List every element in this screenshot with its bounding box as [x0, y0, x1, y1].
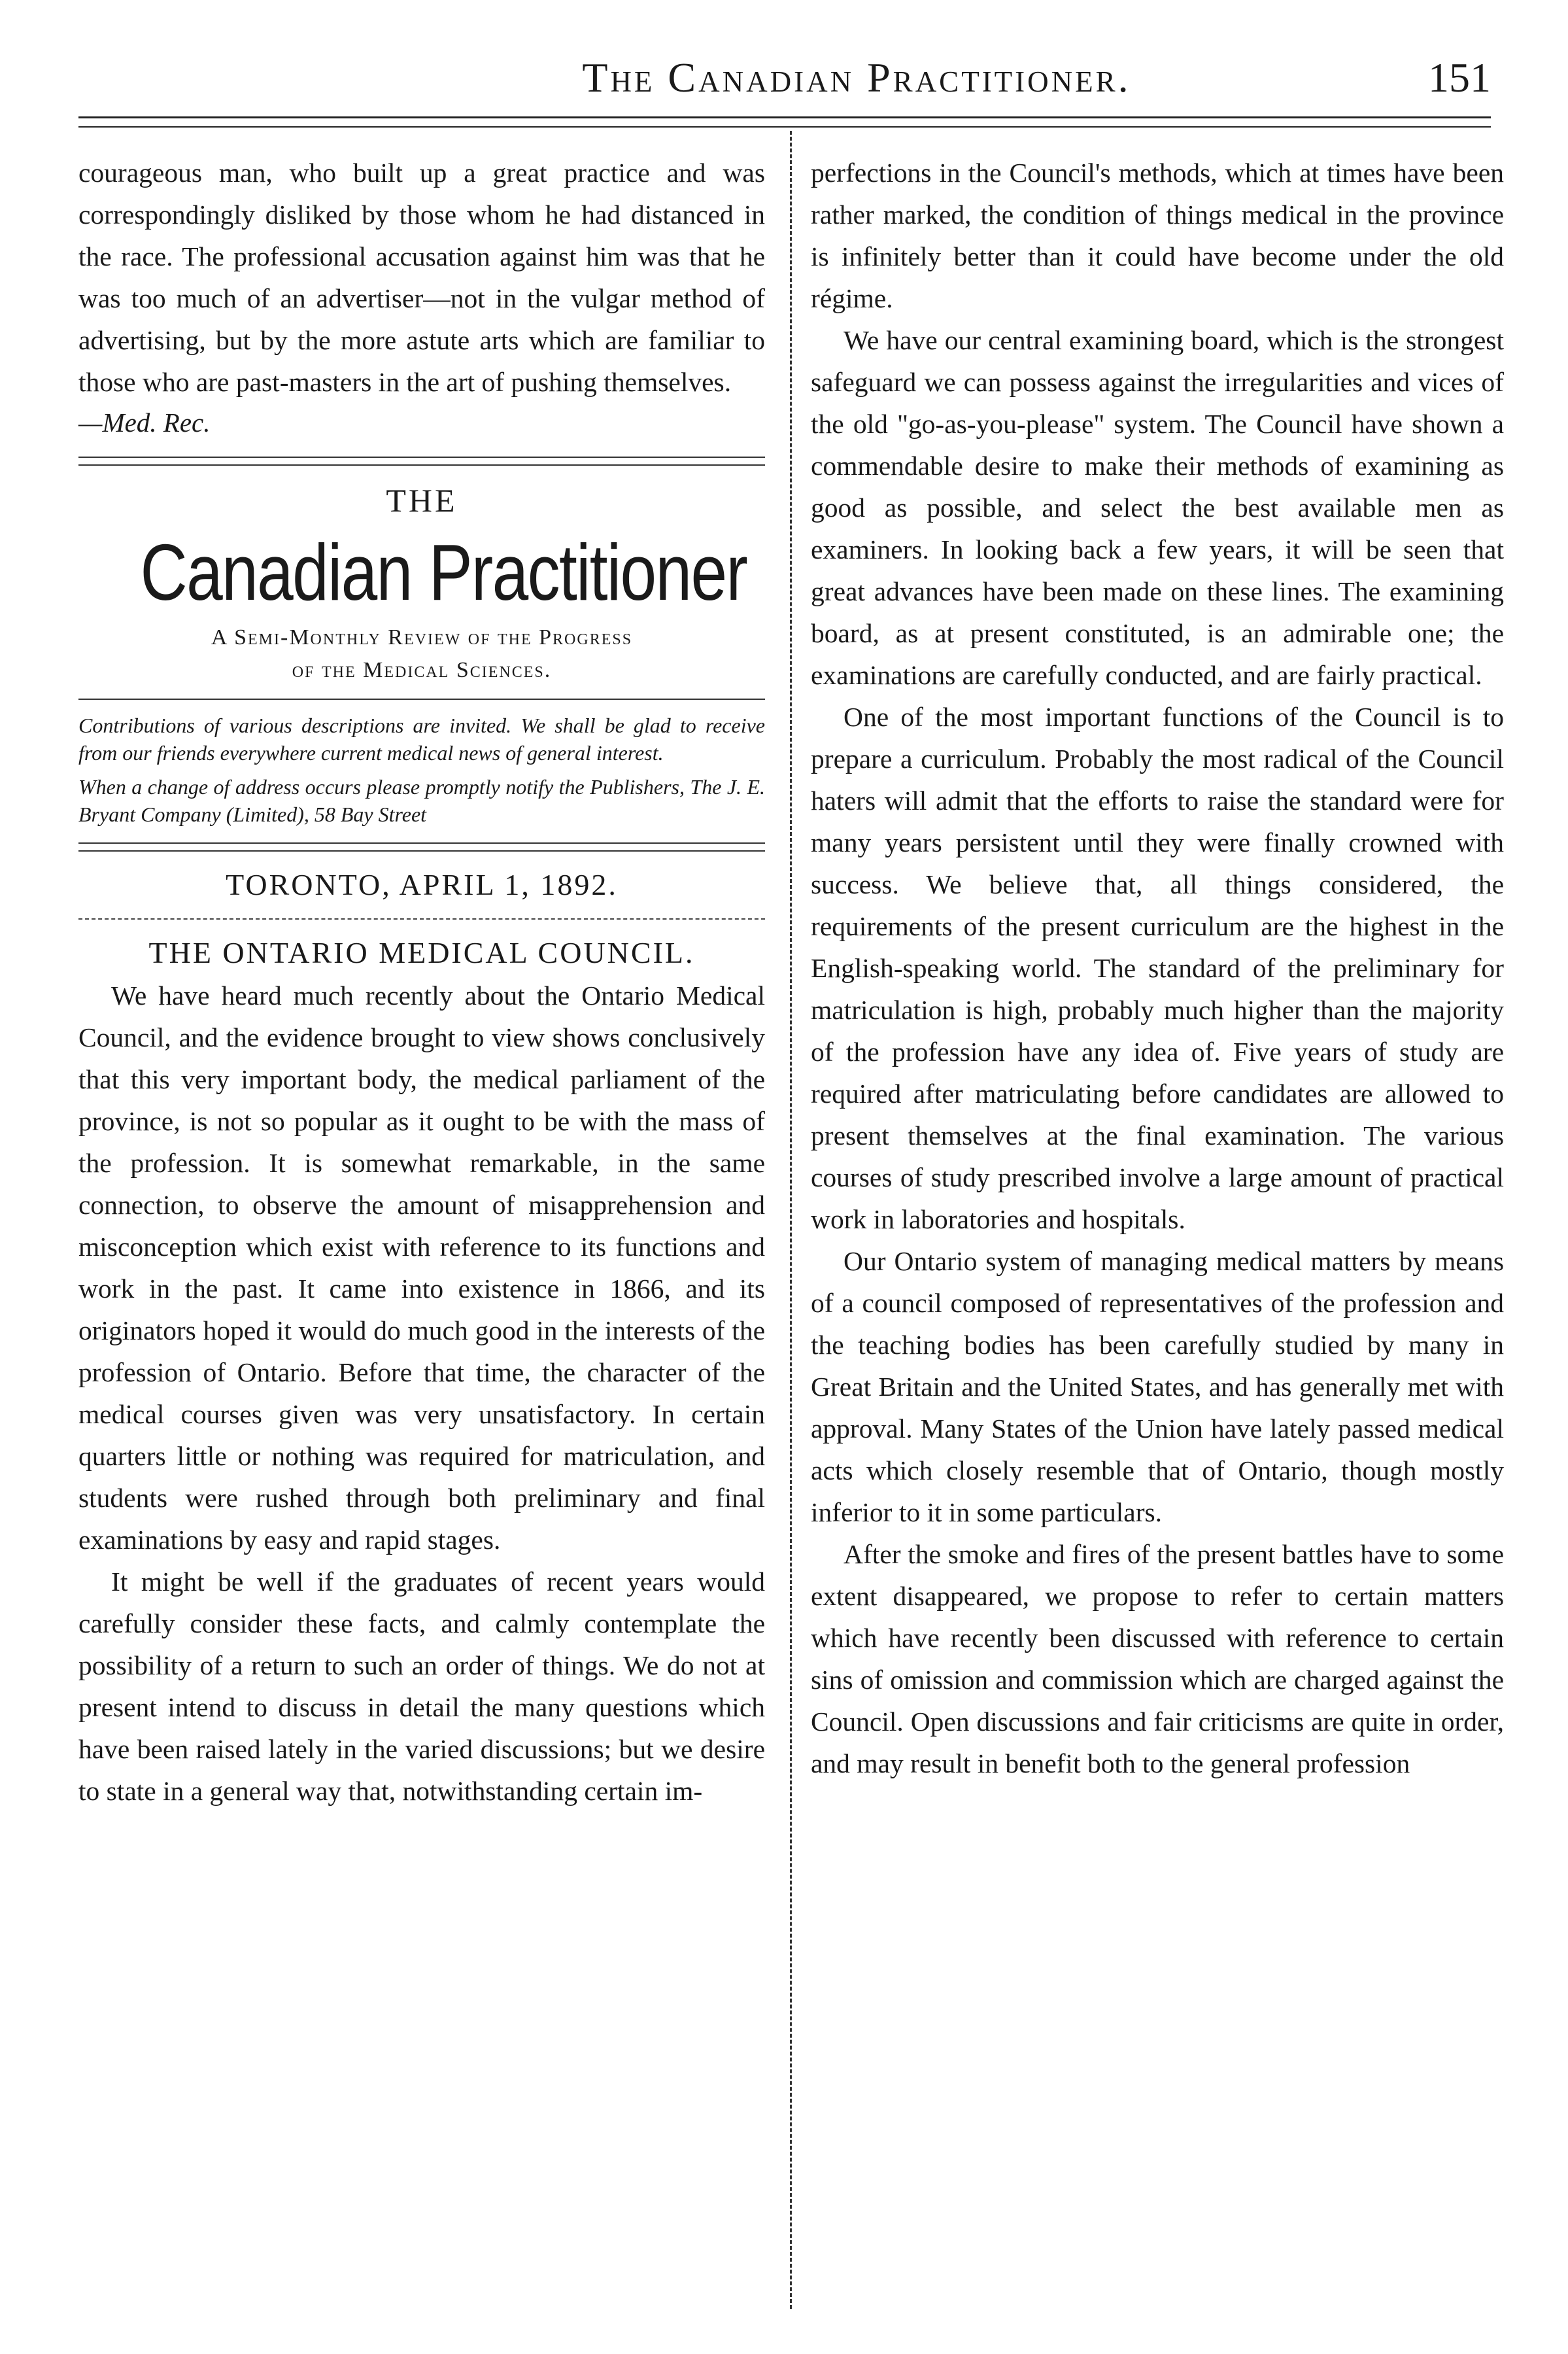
article-title: THE ONTARIO MEDICAL COUNCIL.	[148, 936, 695, 969]
article-paragraph: perfections in the Council's methods, which at times have been rather marked, the condition of things medical in the province is infinitely better than it could have become under the old régime.	[811, 158, 1504, 313]
notice-top-rule	[78, 699, 765, 700]
article-paragraph: We have heard much recently about the Ontario Medical Council, and the evidence brought to view shows conclusively that this very important body, the medical parliament of the province, is not so popular as it ought to be with the mass of the profession. It is somewhat remarkable, in the same connection, to observe the amount of misapprehension and misconception which exist with reference to its functions and work in the past. It came into existence in 1866, and its originators hoped it would do much good in the interests of the profession of Ontario. Before that time, the character of the medical courses given was very unsatisfactory. In certain quarters little or nothing was required for matriculation, and students were rushed through both preliminary and final examinations by easy and rapid stages.	[78, 980, 765, 1555]
masthead-subtitle-line-1: A Semi-Monthly Review of the Progress	[211, 625, 633, 649]
article-paragraph: One of the most important functions of the Council is to prepare a curriculum. Probably the most radical of the Council haters will admit that the efforts to raise the standard were for many years persistent until they were finally crowned with success. We believe that, all things considered, the requirements of the present curriculum are the highest in the English-speaking world. The standard of the preliminary for matriculation is high, probably much higher than the majority of the profession have any idea of. Five years of study are required after matriculating before candidates are allowed to present themselves at the final examination. The various courses of study prescribed involve a large amount of practical work in laboratories and hospitals.	[811, 702, 1504, 1234]
header-double-rule	[78, 116, 1491, 128]
continued-paragraph: courageous man, who built up a great practice and was correspondingly disliked by those whom he had distanced in the race. The professional accusation against him was that he was too much of an advertiser—not in the vulgar method of advertising, but by the more astute arts which are familiar to those who are past-masters in the art of pushing themselves.	[78, 158, 765, 397]
column-divider	[790, 131, 792, 2309]
contributions-notice: Contributions of various descriptions are invited. We shall be glad to receive from our friends everywhere current medical news of general interest.	[78, 714, 765, 765]
running-head-title: The Canadian Practitioner.	[582, 54, 1131, 101]
source-signoff: —Med. Rec.	[78, 407, 211, 438]
masthead-title: Canadian Practitioner	[140, 528, 747, 617]
right-column	[811, 152, 1504, 1784]
article-paragraph: Our Ontario system of managing medical matters by means of a council composed of representatives of the profession and the teaching bodies has been carefully studied by many in Great Britain and the United States, and has generally met with approval. Many States of the Union have lately passed medical acts which closely resemble that of Ontario, though mostly inferior to it in some particulars.	[811, 1246, 1504, 1527]
dateline: TORONTO, APRIL 1, 1892.	[226, 868, 618, 901]
page-number: 151	[1428, 54, 1491, 101]
masthead-subtitle-line-2: of the Medical Sciences.	[292, 658, 552, 682]
article-paragraph: We have our central examining board, which is the strongest safeguard we can possess against the irregularities and vices of the old "go-as-you-please" system. The Council have shown a commendable desire to make their methods of examining as good as possible, and select the best available men as examiners. In looking back a few years, it will be seen that great advances have been made on these lines. The examining board, as at present constituted, is an admirable one; the examinations are carefully conducted, and are fairly practical.	[811, 325, 1504, 690]
masthead-the: THE	[386, 482, 458, 519]
masthead-top-rule	[78, 457, 765, 466]
dateline-top-rule	[78, 842, 765, 852]
dateline-bottom-rule	[78, 918, 765, 920]
article-paragraph: After the smoke and fires of the present battles have to some extent disappeared, we propose to refer to certain matters which have recently been discussed with reference to certain sins of omission and commission which are charged against the Council. Open discussions and fair criticisms are quite in order, and may result in benefit both to the general profession	[811, 1539, 1504, 1778]
running-head	[78, 39, 1491, 111]
address-notice: When a change of address occurs please promptly notify the Publishers, The J. E. Bryant Company (Limited), 58 Bay Street	[78, 775, 765, 826]
article-paragraph: It might be well if the graduates of recent years would carefully consider these facts, and calmly contemplate the possibility of a return to such an order of things. We do not at present intend to discuss in detail the many questions which have been raised lately in the varied discussions; but we desire to state in a general way that, notwithstanding certain im-	[78, 1566, 765, 1806]
left-column	[78, 152, 765, 1812]
